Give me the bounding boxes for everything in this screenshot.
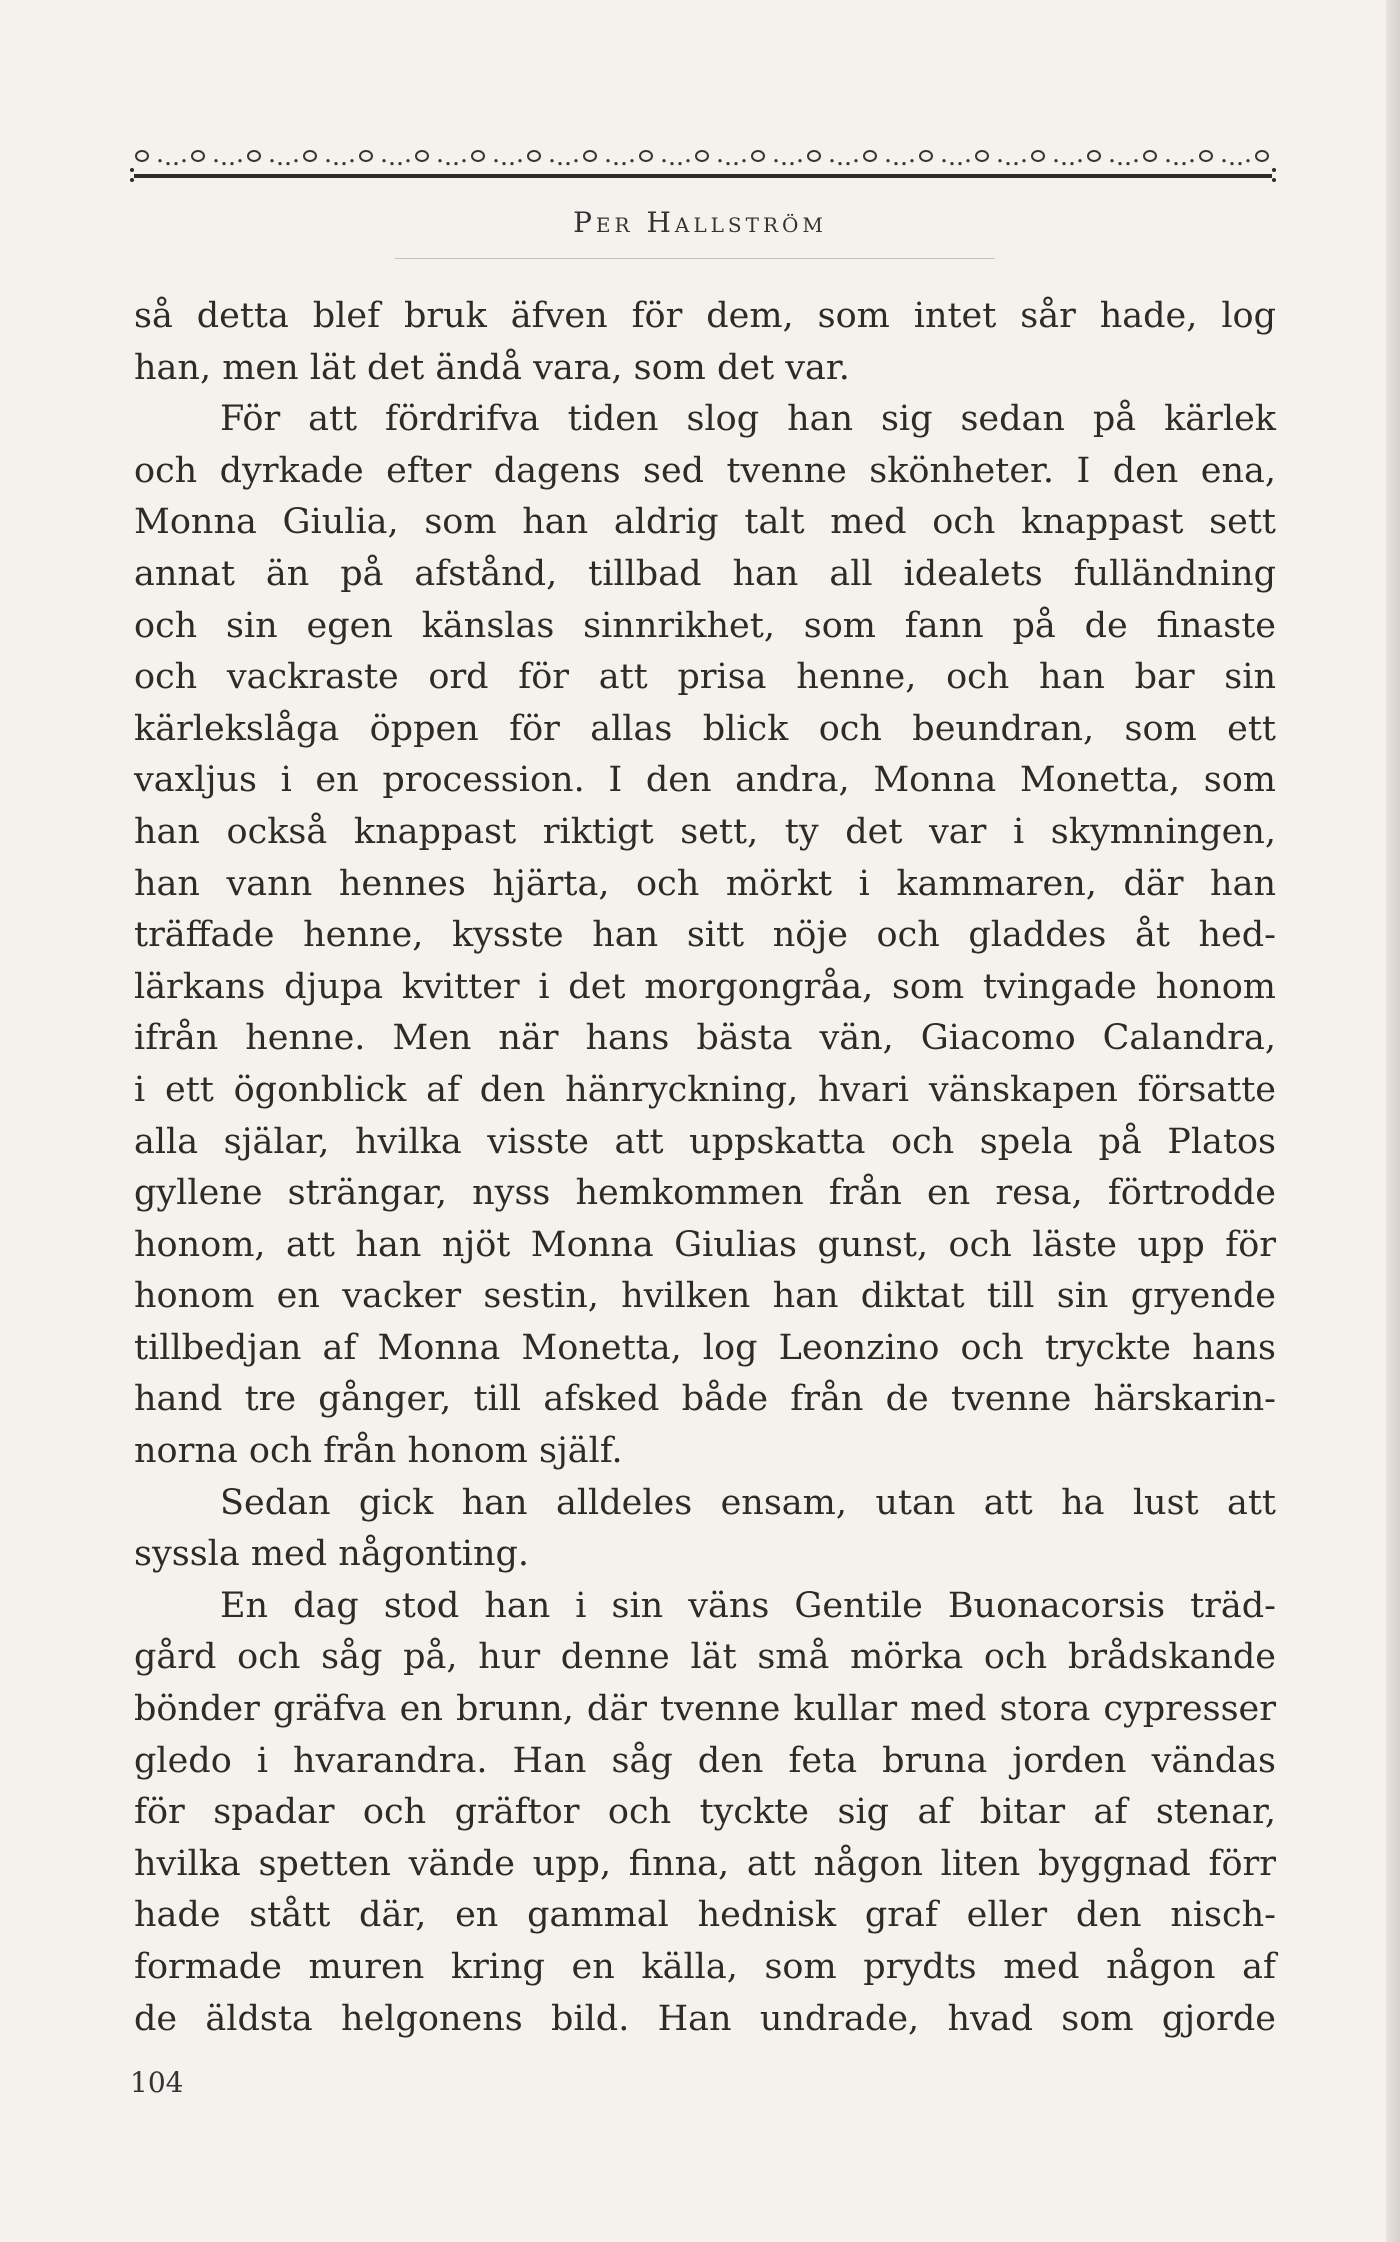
text-line: honom, att han njöt Monna Giulias gunst, och läste upp för — [134, 1224, 1276, 1265]
text-line: och sin egen känslas sinnrikhet, som fann på de finaste — [134, 605, 1276, 646]
text-line: bönder gräfva en brunn, där tvenne kullar med stora cypresser — [134, 1689, 1276, 1730]
text-line: i ett ögonblick af den hänryckning, hvari vänskapen försatte — [134, 1069, 1276, 1110]
body-text — [134, 291, 1276, 2045]
text-line: och dyrkade efter dagens sed tvenne skönheter. I den ena, — [134, 450, 1276, 491]
text-line: hand tre gånger, till afsked både från de tvenne härskarin- — [134, 1379, 1276, 1420]
text-line: ifrån henne. Men när hans bästa vän, Giacomo Calandra, — [134, 1018, 1276, 1059]
text-line: formade muren kring en källa, som prydts med någon af — [134, 1947, 1276, 1987]
text-line: norna och från honom själf. — [134, 1431, 623, 1472]
text-line: och vackraste ord för att prisa henne, och han bar sin — [134, 657, 1276, 698]
text-line: tillbedjan af Monna Monetta, log Leonzino och tryckte hans — [134, 1327, 1276, 1368]
text-line: Monna Giulia, som han aldrig talt med och knappast sett — [134, 502, 1276, 543]
text-line: alla själar, hvilka visste att uppskatta och spela på Platos — [134, 1121, 1276, 1162]
text-line: En dag stod han i sin väns Gentile Buonacorsis träd- — [220, 1585, 1276, 1626]
text-line: gård och såg på, hur denne lät små mörka och brådskande — [134, 1637, 1276, 1678]
page-edge — [1386, 0, 1400, 2242]
text-line: gledo i hvarandra. Han såg den feta bruna jorden vändas — [134, 1740, 1276, 1781]
text-line: Sedan gick han alldeles ensam, utan att ha lust att — [220, 1482, 1276, 1523]
text-line: hade stått där, en gammal hednisk graf eller den nisch- — [134, 1895, 1276, 1936]
text-line: honom en vacker sestin, hvilken han diktat till sin gryende — [134, 1276, 1276, 1317]
running-head-rule — [395, 258, 995, 259]
text-line: kärlekslåga öppen för allas blick och beundran, som ett — [134, 708, 1276, 749]
text-line: han också knappast riktigt sett, ty det var i skymningen, — [134, 811, 1276, 852]
text-line: gyllene strängar, nyss hemkommen från en resa, förtrodde — [134, 1173, 1276, 1214]
header-ornament — [128, 96, 1278, 200]
text-line: syssla med någonting. — [134, 1534, 530, 1575]
text-line: han, men lät det ändå vara, som det var. — [134, 347, 850, 388]
text-line: För att fördrifva tiden slog han sig sedan på kärlek — [220, 399, 1276, 440]
text-line: så detta blef bruk äfven för dem, som intet sår hade, log — [134, 296, 1276, 336]
text-line: vaxljus i en procession. I den andra, Monna Monetta, som — [134, 760, 1276, 801]
text-line: annat än på afstånd, tillbad han all idealets fulländning — [134, 553, 1276, 594]
page-number: 104 — [130, 2066, 184, 2099]
text-line: de äldsta helgonens bild. Han undrade, hvad som gjorde — [134, 1998, 1276, 2039]
text-line: träffade henne, kysste han sitt nöje och gladdes åt hed- — [134, 915, 1276, 956]
text-line: hvilka spetten vände upp, finna, att någon liten byggnad förr — [134, 1843, 1276, 1884]
running-head: Per Hallström — [573, 206, 827, 239]
text-line: för spadar och gräftor och tyckte sig af bitar af stenar, — [134, 1792, 1276, 1833]
text-line: lärkans djupa kvitter i det morgongråa, som tvingade honom — [134, 966, 1276, 1007]
text-line: han vann hennes hjärta, och mörkt i kammaren, där han — [134, 863, 1276, 904]
